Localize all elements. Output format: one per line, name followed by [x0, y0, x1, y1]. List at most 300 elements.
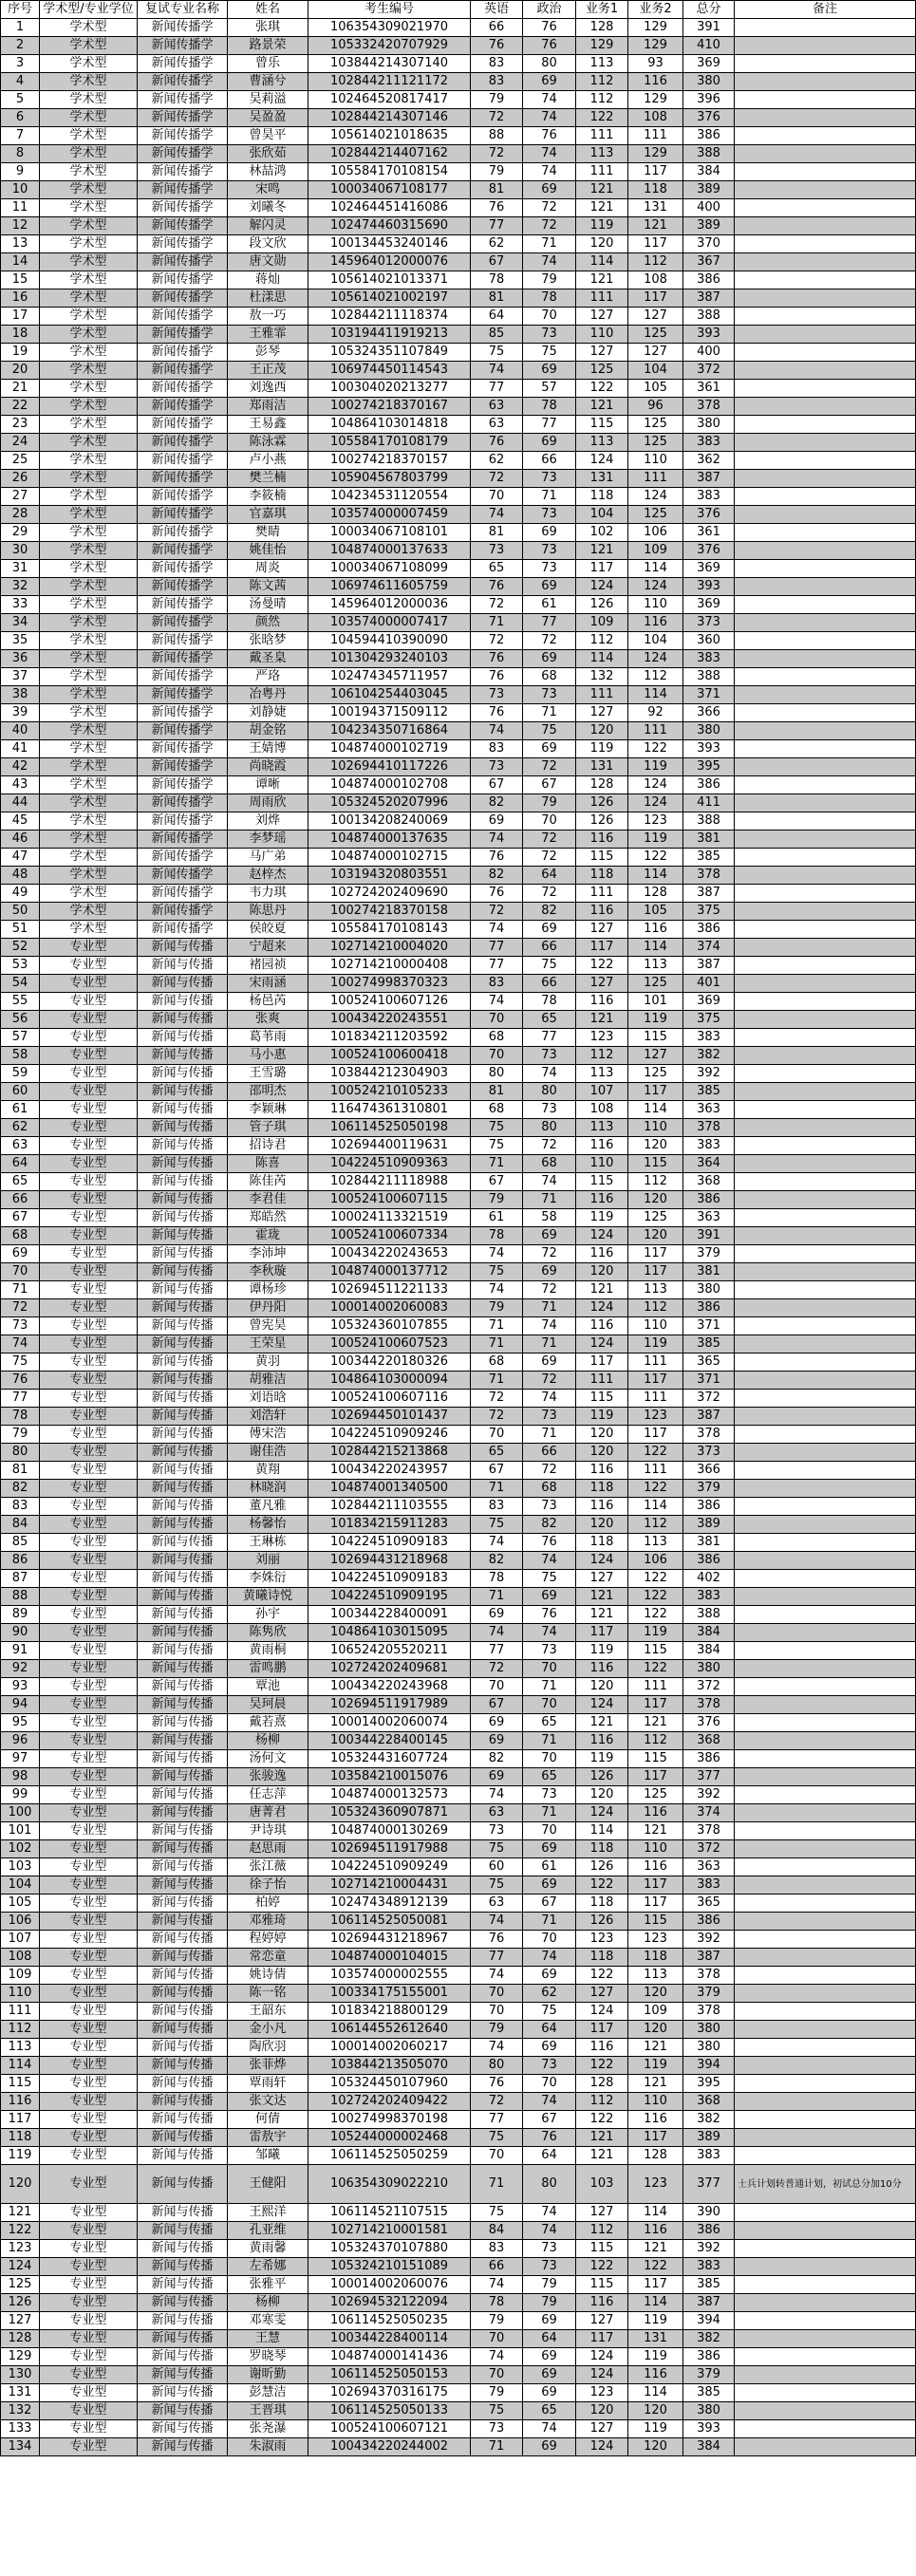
cell-index: 120 — [1, 2165, 40, 2204]
cell-english: 76 — [471, 885, 523, 903]
cell-index: 104 — [1, 1876, 40, 1895]
cell-total: 387 — [683, 957, 735, 975]
cell-total: 386 — [683, 921, 735, 939]
cell-degree-type: 专业型 — [40, 1245, 138, 1263]
cell-exam-id: 102694511917988 — [308, 1840, 471, 1858]
cell-subject1: 132 — [576, 668, 628, 686]
cell-english: 81 — [471, 289, 523, 308]
table-row — [1, 470, 916, 488]
cell-exam-id: 104864103015095 — [308, 1624, 471, 1642]
cell-name: 程婷婷 — [228, 1931, 308, 1949]
table-row — [1, 1245, 916, 1263]
cell-total: 383 — [683, 1876, 735, 1895]
cell-name: 覃雨轩 — [228, 2075, 308, 2093]
cell-index: 48 — [1, 867, 40, 885]
cell-english: 76 — [471, 578, 523, 596]
cell-subject1: 115 — [576, 2276, 628, 2294]
cell-exam-id: 101834218800129 — [308, 2003, 471, 2021]
cell-subject2: 114 — [628, 2384, 683, 2402]
cell-name: 任志萍 — [228, 1786, 308, 1804]
cell-exam-id: 102694511917989 — [308, 1696, 471, 1714]
table-row — [1, 596, 916, 614]
cell-subject2: 115 — [628, 1750, 683, 1768]
cell-total: 389 — [683, 181, 735, 199]
cell-remark — [735, 2330, 916, 2348]
cell-subject1: 112 — [576, 2093, 628, 2111]
cell-name: 李姝衍 — [228, 1570, 308, 1588]
cell-index: 23 — [1, 416, 40, 434]
cell-total: 385 — [683, 849, 735, 867]
table-row — [1, 1390, 916, 1408]
cell-degree-type: 学术型 — [40, 650, 138, 668]
cell-major: 新闻传播学 — [138, 380, 228, 398]
cell-exam-id: 105244000002468 — [308, 2129, 471, 2147]
cell-exam-id: 145964012000036 — [308, 596, 471, 614]
cell-degree-type: 学术型 — [40, 271, 138, 289]
cell-total: 382 — [683, 2111, 735, 2129]
cell-major: 新闻传播学 — [138, 271, 228, 289]
cell-subject1: 116 — [576, 1245, 628, 1263]
cell-degree-type: 学术型 — [40, 289, 138, 308]
cell-remark — [735, 596, 916, 614]
cell-exam-id: 105614021002197 — [308, 289, 471, 308]
table-row — [1, 1606, 916, 1624]
cell-subject1: 119 — [576, 217, 628, 235]
cell-politics: 66 — [523, 1444, 576, 1462]
cell-subject1: 116 — [576, 1732, 628, 1750]
cell-exam-id: 104864103000094 — [308, 1372, 471, 1390]
cell-subject2: 125 — [628, 506, 683, 524]
cell-name: 汤曼晴 — [228, 596, 308, 614]
cell-politics: 69 — [523, 2039, 576, 2057]
cell-degree-type: 学术型 — [40, 55, 138, 73]
cell-remark — [735, 1209, 916, 1227]
cell-total: 379 — [683, 1245, 735, 1263]
table-row — [1, 939, 916, 957]
cell-name: 吴盈盈 — [228, 109, 308, 127]
cell-exam-id: 100434220243968 — [308, 1678, 471, 1696]
cell-total: 392 — [683, 1065, 735, 1083]
table-row — [1, 1227, 916, 1245]
cell-total: 389 — [683, 2129, 735, 2147]
cell-name: 王正茂 — [228, 362, 308, 380]
cell-name: 严珞 — [228, 668, 308, 686]
cell-degree-type: 专业型 — [40, 1426, 138, 1444]
cell-major: 新闻传播学 — [138, 596, 228, 614]
cell-degree-type: 学术型 — [40, 560, 138, 578]
cell-politics: 74 — [523, 2204, 576, 2222]
cell-subject2: 118 — [628, 181, 683, 199]
cell-exam-id: 105584170108179 — [308, 434, 471, 452]
cell-subject1: 113 — [576, 1065, 628, 1083]
cell-subject1: 121 — [576, 542, 628, 560]
cell-remark — [735, 704, 916, 722]
cell-subject2: 121 — [628, 2075, 683, 2093]
cell-name: 尚晓霞 — [228, 758, 308, 776]
cell-exam-id: 102844214407162 — [308, 145, 471, 163]
cell-index: 45 — [1, 812, 40, 831]
cell-degree-type: 学术型 — [40, 416, 138, 434]
cell-subject2: 120 — [628, 1191, 683, 1209]
cell-remark — [735, 1732, 916, 1750]
cell-english: 66 — [471, 19, 523, 37]
cell-politics: 72 — [523, 1281, 576, 1299]
cell-degree-type: 学术型 — [40, 470, 138, 488]
cell-index: 7 — [1, 127, 40, 145]
cell-exam-id: 100024113321519 — [308, 1209, 471, 1227]
cell-exam-id: 100524210105233 — [308, 1083, 471, 1101]
cell-remark — [735, 2240, 916, 2258]
cell-index: 113 — [1, 2039, 40, 2057]
cell-name: 伊丹阳 — [228, 1299, 308, 1317]
table-row — [1, 740, 916, 758]
cell-english: 72 — [471, 632, 523, 650]
cell-total: 383 — [683, 2258, 735, 2276]
cell-subject2: 108 — [628, 271, 683, 289]
cell-major: 新闻传播学 — [138, 903, 228, 921]
cell-total: 386 — [683, 776, 735, 794]
cell-remark — [735, 1913, 916, 1931]
table-row — [1, 217, 916, 235]
cell-index: 119 — [1, 2147, 40, 2165]
cell-subject2: 125 — [628, 416, 683, 434]
cell-index: 80 — [1, 1444, 40, 1462]
cell-exam-id: 100274998370198 — [308, 2111, 471, 2129]
cell-subject2: 116 — [628, 1804, 683, 1822]
cell-politics: 72 — [523, 1137, 576, 1155]
cell-exam-id: 100034067108099 — [308, 560, 471, 578]
cell-index: 37 — [1, 668, 40, 686]
cell-subject1: 120 — [576, 1678, 628, 1696]
cell-degree-type: 专业型 — [40, 1606, 138, 1624]
cell-index: 128 — [1, 2330, 40, 2348]
table-row — [1, 1498, 916, 1516]
cell-major: 新闻传播学 — [138, 578, 228, 596]
cell-index: 93 — [1, 1678, 40, 1696]
cell-major: 新闻传播学 — [138, 524, 228, 542]
cell-remark — [735, 1624, 916, 1642]
cell-english: 74 — [471, 1913, 523, 1931]
cell-remark — [735, 199, 916, 217]
cell-politics: 74 — [523, 2222, 576, 2240]
cell-subject1: 122 — [576, 1967, 628, 1985]
cell-exam-id: 101834211203592 — [308, 1029, 471, 1047]
table-row — [1, 2366, 916, 2384]
cell-degree-type: 专业型 — [40, 1480, 138, 1498]
cell-subject1: 124 — [576, 2348, 628, 2366]
cell-degree-type: 学术型 — [40, 37, 138, 55]
cell-subject2: 117 — [628, 2276, 683, 2294]
cell-degree-type: 学术型 — [40, 524, 138, 542]
cell-index: 28 — [1, 506, 40, 524]
table-row — [1, 1011, 916, 1029]
cell-politics: 69 — [523, 524, 576, 542]
cell-politics: 80 — [523, 1119, 576, 1137]
cell-english: 74 — [471, 506, 523, 524]
cell-exam-id: 100274218370157 — [308, 452, 471, 470]
cell-total: 380 — [683, 73, 735, 91]
cell-index: 121 — [1, 2204, 40, 2222]
cell-total: 386 — [683, 2348, 735, 2366]
cell-english: 68 — [471, 1029, 523, 1047]
cell-subject2: 110 — [628, 1119, 683, 1137]
cell-index: 67 — [1, 1209, 40, 1227]
cell-subject2: 123 — [628, 1931, 683, 1949]
cell-index: 112 — [1, 2021, 40, 2039]
cell-subject1: 121 — [576, 1011, 628, 1029]
table-row — [1, 1047, 916, 1065]
cell-major: 新闻传播学 — [138, 37, 228, 55]
cell-major: 新闻与传播 — [138, 1985, 228, 2003]
cell-index: 117 — [1, 2111, 40, 2129]
cell-english: 73 — [471, 758, 523, 776]
table-row — [1, 776, 916, 794]
cell-subject1: 111 — [576, 163, 628, 181]
cell-remark — [735, 19, 916, 37]
cell-index: 16 — [1, 289, 40, 308]
cell-politics: 71 — [523, 488, 576, 506]
cell-politics: 70 — [523, 812, 576, 831]
cell-subject1: 124 — [576, 1696, 628, 1714]
cell-major: 新闻与传播 — [138, 1065, 228, 1083]
cell-name: 官嘉琪 — [228, 506, 308, 524]
cell-index: 94 — [1, 1696, 40, 1714]
cell-degree-type: 专业型 — [40, 2240, 138, 2258]
cell-degree-type: 专业型 — [40, 1895, 138, 1913]
cell-subject1: 128 — [576, 2075, 628, 2093]
cell-total: 374 — [683, 1804, 735, 1822]
cell-exam-id: 104874001340500 — [308, 1480, 471, 1498]
cell-degree-type: 专业型 — [40, 1335, 138, 1353]
table-row — [1, 37, 916, 55]
table-row — [1, 127, 916, 145]
cell-name: 王晋琪 — [228, 2402, 308, 2420]
cell-politics: 72 — [523, 1372, 576, 1390]
cell-major: 新闻与传播 — [138, 1660, 228, 1678]
cell-major: 新闻与传播 — [138, 1498, 228, 1516]
cell-remark — [735, 668, 916, 686]
cell-major: 新闻与传播 — [138, 2384, 228, 2402]
cell-index: 14 — [1, 253, 40, 271]
cell-exam-id: 100014002060074 — [308, 1714, 471, 1732]
cell-remark — [735, 1335, 916, 1353]
cell-exam-id: 102724202409690 — [308, 885, 471, 903]
cell-subject2: 106 — [628, 524, 683, 542]
table-row — [1, 91, 916, 109]
cell-name: 周炎 — [228, 560, 308, 578]
cell-index: 17 — [1, 308, 40, 326]
table-row — [1, 1913, 916, 1931]
cell-index: 44 — [1, 794, 40, 812]
cell-exam-id: 102474348912139 — [308, 1895, 471, 1913]
cell-total: 388 — [683, 812, 735, 831]
cell-politics: 73 — [523, 470, 576, 488]
cell-subject2: 116 — [628, 73, 683, 91]
cell-english: 76 — [471, 704, 523, 722]
cell-name: 唐菁君 — [228, 1804, 308, 1822]
cell-total: 391 — [683, 19, 735, 37]
cell-total: 379 — [683, 1480, 735, 1498]
cell-remark — [735, 939, 916, 957]
cell-major: 新闻传播学 — [138, 55, 228, 73]
cell-remark — [735, 362, 916, 380]
cell-english: 75 — [471, 1137, 523, 1155]
cell-major: 新闻与传播 — [138, 1931, 228, 1949]
cell-degree-type: 专业型 — [40, 2222, 138, 2240]
cell-remark — [735, 326, 916, 344]
cell-english: 73 — [471, 686, 523, 704]
cell-subject1: 102 — [576, 524, 628, 542]
cell-subject1: 124 — [576, 2003, 628, 2021]
table-row — [1, 722, 916, 740]
cell-subject1: 119 — [576, 1642, 628, 1660]
cell-total: 367 — [683, 253, 735, 271]
cell-major: 新闻传播学 — [138, 344, 228, 362]
cell-english: 63 — [471, 398, 523, 416]
cell-subject2: 109 — [628, 2003, 683, 2021]
cell-name: 左希娜 — [228, 2258, 308, 2276]
cell-exam-id: 106974450114543 — [308, 362, 471, 380]
cell-degree-type: 学术型 — [40, 921, 138, 939]
cell-exam-id: 104224510909363 — [308, 1155, 471, 1173]
cell-index: 40 — [1, 722, 40, 740]
cell-english: 85 — [471, 326, 523, 344]
cell-index: 111 — [1, 2003, 40, 2021]
cell-exam-id: 103844214307140 — [308, 55, 471, 73]
cell-degree-type: 专业型 — [40, 1822, 138, 1840]
cell-major: 新闻与传播 — [138, 1480, 228, 1498]
cell-subject2: 124 — [628, 578, 683, 596]
cell-english: 75 — [471, 344, 523, 362]
cell-name: 杨馨怡 — [228, 1516, 308, 1534]
cell-exam-id: 102474345711957 — [308, 668, 471, 686]
table-row — [1, 1570, 916, 1588]
cell-index: 9 — [1, 163, 40, 181]
cell-total: 385 — [683, 2384, 735, 2402]
cell-remark — [735, 1840, 916, 1858]
cell-exam-id: 102844211103555 — [308, 1498, 471, 1516]
cell-name: 陈喜 — [228, 1155, 308, 1173]
cell-major: 新闻与传播 — [138, 2057, 228, 2075]
cell-politics: 65 — [523, 2402, 576, 2420]
cell-degree-type: 学术型 — [40, 740, 138, 758]
cell-index: 22 — [1, 398, 40, 416]
cell-name: 赵思雨 — [228, 1840, 308, 1858]
cell-english: 77 — [471, 939, 523, 957]
cell-total: 400 — [683, 344, 735, 362]
cell-english: 76 — [471, 434, 523, 452]
table-row — [1, 19, 916, 37]
cell-degree-type: 专业型 — [40, 1967, 138, 1985]
cell-politics: 73 — [523, 2057, 576, 2075]
cell-english: 79 — [471, 163, 523, 181]
cell-major: 新闻与传播 — [138, 1840, 228, 1858]
cell-degree-type: 专业型 — [40, 2057, 138, 2075]
cell-remark — [735, 740, 916, 758]
cell-index: 64 — [1, 1155, 40, 1173]
cell-name: 戴圣臬 — [228, 650, 308, 668]
cell-remark — [735, 1768, 916, 1786]
cell-subject2: 122 — [628, 1660, 683, 1678]
cell-subject2: 105 — [628, 903, 683, 921]
cell-english: 74 — [471, 2348, 523, 2366]
cell-politics: 82 — [523, 903, 576, 921]
table-row — [1, 1426, 916, 1444]
cell-english: 71 — [471, 1335, 523, 1353]
cell-subject1: 127 — [576, 1985, 628, 2003]
cell-index: 90 — [1, 1624, 40, 1642]
cell-total: 392 — [683, 1931, 735, 1949]
table-row — [1, 1101, 916, 1119]
cell-politics: 65 — [523, 1011, 576, 1029]
cell-exam-id: 104224510909249 — [308, 1858, 471, 1876]
table-row — [1, 362, 916, 380]
table-row — [1, 1281, 916, 1299]
cell-degree-type: 学术型 — [40, 488, 138, 506]
cell-english: 75 — [471, 1876, 523, 1895]
cell-name: 霍珑 — [228, 1227, 308, 1245]
cell-subject1: 117 — [576, 2330, 628, 2348]
cell-index: 5 — [1, 91, 40, 109]
cell-politics: 68 — [523, 1155, 576, 1173]
cell-english: 71 — [471, 1372, 523, 1390]
cell-degree-type: 专业型 — [40, 1624, 138, 1642]
cell-exam-id: 102724202409422 — [308, 2093, 471, 2111]
cell-index: 66 — [1, 1191, 40, 1209]
cell-subject1: 123 — [576, 1931, 628, 1949]
cell-exam-id: 100274218370158 — [308, 903, 471, 921]
cell-total: 384 — [683, 163, 735, 181]
cell-politics: 57 — [523, 380, 576, 398]
cell-name: 胡金铭 — [228, 722, 308, 740]
cell-total: 387 — [683, 1949, 735, 1967]
cell-exam-id: 106974611605759 — [308, 578, 471, 596]
cell-politics: 79 — [523, 271, 576, 289]
table-row — [1, 1588, 916, 1606]
cell-exam-id: 105324520207996 — [308, 794, 471, 812]
cell-major: 新闻与传播 — [138, 1696, 228, 1714]
cell-exam-id: 105584170108143 — [308, 921, 471, 939]
cell-degree-type: 专业型 — [40, 1534, 138, 1552]
cell-subject1: 121 — [576, 1281, 628, 1299]
cell-index: 114 — [1, 2057, 40, 2075]
table-row — [1, 1372, 916, 1390]
cell-politics: 72 — [523, 885, 576, 903]
cell-total: 383 — [683, 650, 735, 668]
cell-english: 74 — [471, 2039, 523, 2057]
cell-subject2: 116 — [628, 2366, 683, 2384]
cell-total: 368 — [683, 2093, 735, 2111]
cell-politics: 77 — [523, 1029, 576, 1047]
cell-major: 新闻与传播 — [138, 1426, 228, 1444]
cell-remark — [735, 470, 916, 488]
cell-degree-type: 学术型 — [40, 885, 138, 903]
cell-subject1: 126 — [576, 1768, 628, 1786]
cell-degree-type: 专业型 — [40, 1552, 138, 1570]
cell-total: 389 — [683, 1516, 735, 1534]
cell-degree-type: 专业型 — [40, 2258, 138, 2276]
cell-english: 74 — [471, 831, 523, 849]
cell-politics: 82 — [523, 1516, 576, 1534]
cell-remark — [735, 1642, 916, 1660]
cell-subject1: 123 — [576, 2384, 628, 2402]
cell-subject2: 118 — [628, 1949, 683, 1967]
cell-english: 69 — [471, 812, 523, 831]
cell-name: 周雨欣 — [228, 794, 308, 812]
cell-degree-type: 学术型 — [40, 73, 138, 91]
header-major: 复试专业名称 — [138, 1, 228, 19]
cell-degree-type: 学术型 — [40, 308, 138, 326]
